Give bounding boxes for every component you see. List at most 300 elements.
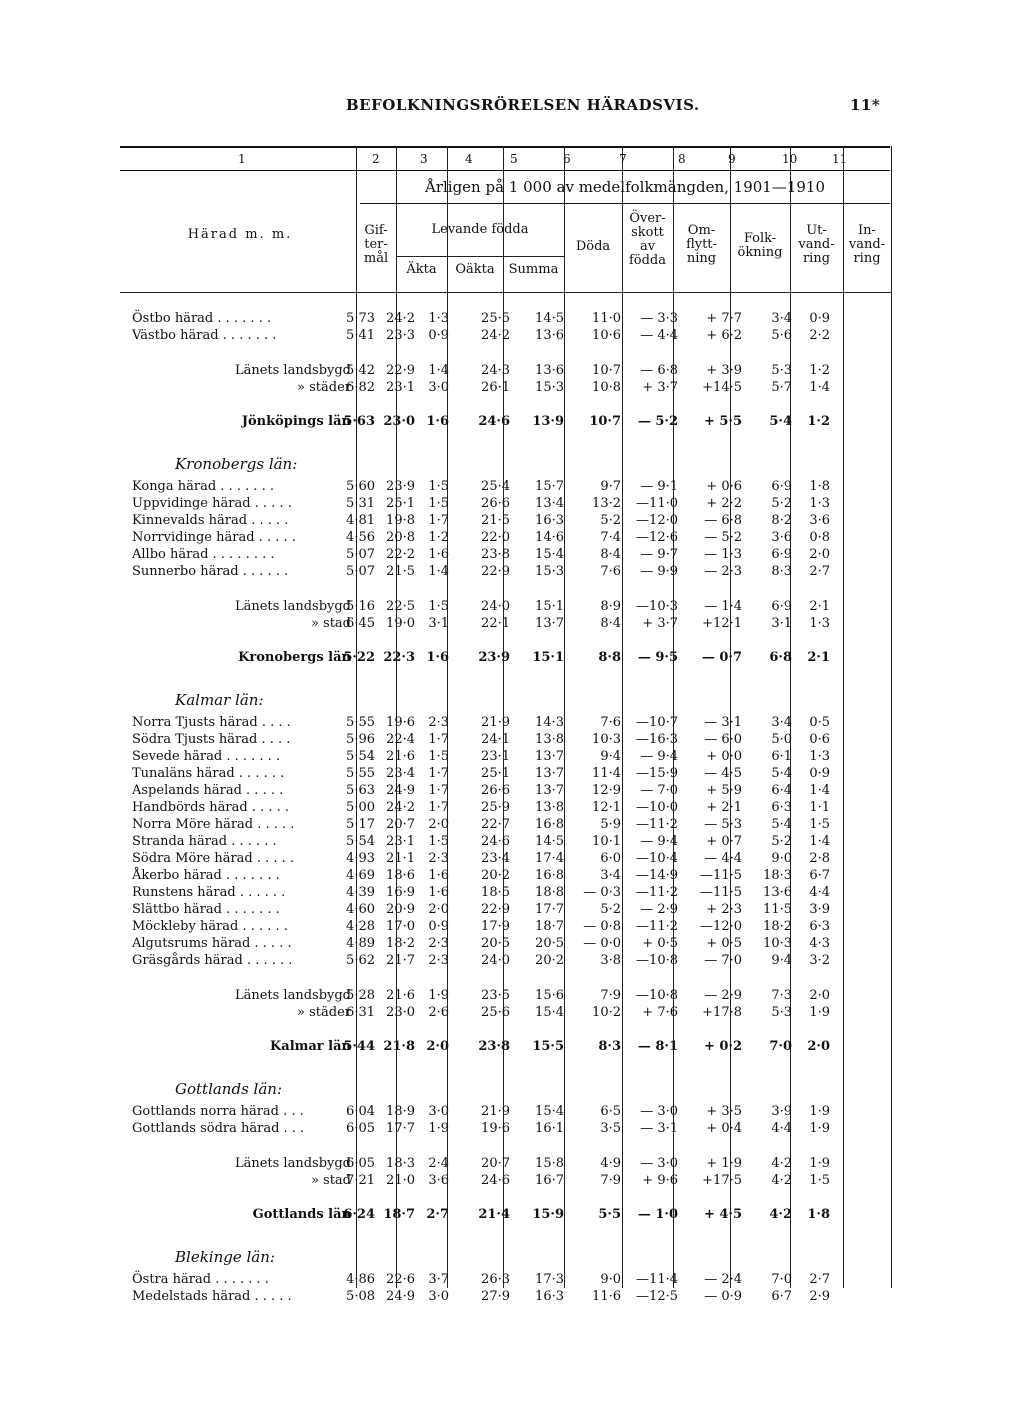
table-cell: 27·9	[481, 1289, 510, 1304]
table-cell: + 5·5	[703, 414, 742, 429]
table-cell: 10·3	[592, 732, 621, 747]
table-cell: 13·8	[535, 800, 564, 815]
table-cell: 0·9	[809, 766, 830, 781]
table-cell: —11·4	[636, 1272, 678, 1287]
table-cell: + 6·2	[706, 328, 742, 343]
table-cell: 5·3	[771, 1005, 792, 1020]
table-cell: 2·7	[809, 564, 830, 579]
row-label: Gräsgårds härad . . . . . .	[132, 953, 293, 968]
header-utvandring	[790, 224, 843, 266]
table-cell: 15·5	[532, 1039, 564, 1054]
table-cell: 26·6	[481, 496, 510, 511]
table-cell: 23·9	[478, 650, 510, 665]
table-cell: 5·2	[771, 834, 792, 849]
table-cell: 6·3	[771, 800, 792, 815]
table-cell: 9·0	[600, 1272, 621, 1287]
table-cell: 8·3	[771, 564, 792, 579]
table-cell: 22·6	[386, 1272, 415, 1287]
table-cell: 6·9	[771, 599, 792, 614]
table-cell: — 0·8	[583, 919, 621, 934]
table-cell: 23·5	[481, 988, 510, 1003]
table-cell: 5·4	[771, 766, 792, 781]
table-cell: 23·1	[386, 380, 415, 395]
table-cell: 15·8	[535, 1156, 564, 1171]
table-cell: —12·0	[700, 919, 742, 934]
table-cell: 2·3	[428, 851, 449, 866]
table-cell: — 9·5	[637, 650, 678, 665]
table-row	[128, 328, 898, 345]
table-cell: 10·7	[589, 414, 621, 429]
column-number-row	[120, 146, 890, 171]
table-cell: 21·5	[386, 564, 415, 579]
table-row	[128, 936, 898, 953]
table-cell: — 0·0	[583, 936, 621, 951]
table-cell: +17·8	[702, 1005, 742, 1020]
table-cell: 5·6	[771, 328, 792, 343]
table-cell: 6·0	[600, 851, 621, 866]
table-cell: 21·9	[481, 1104, 510, 1119]
table-cell: 3·8	[600, 953, 621, 968]
table-cell: +12·1	[702, 616, 742, 631]
table-cell: 4·56	[346, 530, 375, 545]
table-cell: 7·3	[771, 988, 792, 1003]
table-cell: 10·7	[592, 363, 621, 378]
table-cell: 17·3	[535, 1272, 564, 1287]
table-cell: 2·0	[809, 988, 830, 1003]
table-cell: 6·05	[346, 1156, 375, 1171]
table-cell: 22·3	[383, 650, 415, 665]
table-cell: 15·3	[535, 380, 564, 395]
table-cell: 24·2	[386, 311, 415, 326]
header-omflyttning-line: ning	[686, 251, 717, 266]
table-cell: 7·9	[600, 1173, 621, 1188]
table-cell: 1·7	[428, 783, 449, 798]
table-cell: 18·8	[535, 885, 564, 900]
subtotal-row	[128, 599, 898, 616]
table-cell: — 6·0	[704, 732, 742, 747]
table-row	[128, 1272, 898, 1289]
table-row	[128, 902, 898, 919]
table-cell: 1·3	[428, 311, 449, 326]
table-cell: — 5·2	[704, 530, 742, 545]
table-cell: 5·96	[346, 732, 375, 747]
table-cell: 4·2	[771, 1156, 792, 1171]
table-cell: 0·9	[809, 311, 830, 326]
table-cell: 2·6	[428, 1005, 449, 1020]
table-cell: — 7·0	[640, 783, 678, 798]
table-cell: 19·0	[386, 616, 415, 631]
table-cell: 4·81	[346, 513, 375, 528]
table-cell: 16·8	[535, 868, 564, 883]
table-cell: 4·4	[809, 885, 830, 900]
table-cell: 1·2	[428, 530, 449, 545]
table-cell: 6·3	[809, 919, 830, 934]
row-label: Runstens härad . . . . . .	[132, 885, 286, 900]
table-row	[128, 953, 898, 970]
table-cell: 3·6	[771, 530, 792, 545]
table-cell: 6·1	[771, 749, 792, 764]
county-total-row	[128, 650, 898, 667]
column-number: 11	[832, 152, 848, 166]
table-cell: 5·17	[346, 817, 375, 832]
table-cell: 10·6	[592, 328, 621, 343]
table-cell: 5·54	[346, 834, 375, 849]
table-cell: 26·6	[481, 783, 510, 798]
table-cell: 2·2	[809, 328, 830, 343]
table-cell: 20·2	[535, 953, 564, 968]
table-cell: + 0·5	[642, 936, 678, 951]
column-number: 9	[728, 152, 736, 166]
table-cell: 6·45	[346, 616, 375, 631]
table-cell: — 0·3	[583, 885, 621, 900]
row-label: Södra Möre härad . . . . .	[132, 851, 295, 866]
table-cell: —16·3	[636, 732, 678, 747]
table-cell: 22·2	[386, 547, 415, 562]
header-giftermal	[356, 224, 396, 266]
table-cell: 22·4	[386, 732, 415, 747]
table-cell: — 9·7	[640, 547, 678, 562]
table-cell: 26·1	[481, 380, 510, 395]
table-cell: 5·60	[346, 479, 375, 494]
table-cell: + 7·7	[706, 311, 742, 326]
table-cell: 1·2	[807, 414, 830, 429]
table-row	[128, 513, 898, 530]
table-cell: 20·5	[481, 936, 510, 951]
table-cell: 13·6	[535, 363, 564, 378]
table-cell: 20·5	[535, 936, 564, 951]
table-row	[128, 834, 898, 851]
row-label: Västbo härad . . . . . . .	[132, 328, 277, 343]
table-cell: 17·9	[481, 919, 510, 934]
table-cell: — 0·9	[704, 1289, 742, 1304]
table-cell: 3·7	[428, 1272, 449, 1287]
table-cell: 4·3	[809, 936, 830, 951]
table-cell: 18·9	[386, 1104, 415, 1119]
table-cell: 19·6	[481, 1121, 510, 1136]
table-cell: 1·4	[428, 363, 449, 378]
table-cell: + 0·0	[706, 749, 742, 764]
table-cell: 4·89	[346, 936, 375, 951]
table-cell: 1·3	[809, 616, 830, 631]
table-cell: 10·1	[592, 834, 621, 849]
table-cell: 1·3	[809, 749, 830, 764]
table-cell: 23·0	[383, 414, 415, 429]
row-label: Jönköpings län	[241, 414, 351, 429]
table-cell: 23·1	[386, 834, 415, 849]
page-title: BEFOLKNINGSRÖRELSEN HÄRADSVIS.	[346, 96, 700, 114]
table-cell: 10·8	[592, 380, 621, 395]
row-label: Länets landsbygd	[234, 1156, 351, 1171]
table-cell: — 4·4	[640, 328, 678, 343]
row-label: Sevede härad . . . . . . .	[132, 749, 281, 764]
table-cell: — 2·3	[704, 564, 742, 579]
row-label: Slättbo härad . . . . . . .	[132, 902, 280, 917]
table-cell: 1·9	[809, 1104, 830, 1119]
table-cell: 2·0	[426, 1039, 449, 1054]
table-cell: 15·1	[535, 599, 564, 614]
row-label: Gottlands län	[252, 1207, 351, 1222]
table-cell: 13·7	[535, 783, 564, 798]
table-cell: + 5·9	[706, 783, 742, 798]
table-cell: 4·39	[346, 885, 375, 900]
table-row	[128, 749, 898, 766]
section-title: Blekinge län:	[175, 1248, 275, 1266]
table-cell: 2·9	[809, 1289, 830, 1304]
table-cell: 2·7	[426, 1207, 449, 1222]
table-cell: — 5·3	[704, 817, 742, 832]
table-cell: 9·4	[600, 749, 621, 764]
table-cell: 13·7	[535, 766, 564, 781]
table-cell: —15·9	[636, 766, 678, 781]
row-label: Konga härad . . . . . . .	[132, 479, 275, 494]
table-row	[128, 1104, 898, 1121]
row-label: » städer	[297, 380, 351, 395]
header-folkokning	[730, 232, 790, 260]
header-utvandring-line: vand-	[798, 237, 835, 252]
table-row	[128, 919, 898, 936]
column-number: 1	[238, 152, 246, 166]
table-cell: 19·8	[386, 513, 415, 528]
table-cell: 12·1	[592, 800, 621, 815]
table-cell: + 2·3	[706, 902, 742, 917]
table-cell: 4·69	[346, 868, 375, 883]
table-cell: 1·9	[809, 1121, 830, 1136]
header-overskott-line: Över-	[629, 211, 666, 226]
table-cell: + 0·2	[703, 1039, 742, 1054]
table-cell: + 1·9	[706, 1156, 742, 1171]
table-cell: 16·8	[535, 817, 564, 832]
table-cell: 18·7	[535, 919, 564, 934]
section-title: Kalmar län:	[175, 691, 264, 709]
table-cell: — 7·0	[704, 953, 742, 968]
table-cell: 25·9	[481, 800, 510, 815]
table-cell: 2·0	[809, 547, 830, 562]
table-cell: 24·9	[386, 1289, 415, 1304]
table-cell: 0·8	[809, 530, 830, 545]
table-cell: — 0·7	[701, 650, 742, 665]
table-cell: 5·7	[771, 380, 792, 395]
table-cell: 20·7	[481, 1156, 510, 1171]
table-cell: 5·9	[600, 817, 621, 832]
table-cell: — 3·1	[704, 715, 742, 730]
row-label: Länets landsbygd	[234, 599, 351, 614]
table-cell: 6·7	[809, 868, 830, 883]
table-cell: 7·6	[600, 715, 621, 730]
table-cell: 22·5	[386, 599, 415, 614]
table-cell: 1·9	[809, 1156, 830, 1171]
table-cell: 15·7	[535, 479, 564, 494]
table-cell: + 0·4	[706, 1121, 742, 1136]
table-cell: 4·93	[346, 851, 375, 866]
table-cell: 1·5	[809, 1173, 830, 1188]
table-cell: — 1·0	[637, 1207, 678, 1222]
table-cell: —10·4	[636, 851, 678, 866]
table-cell: 6·24	[343, 1207, 375, 1222]
table-row	[128, 851, 898, 868]
table-cell: —10·8	[636, 953, 678, 968]
table-row	[128, 783, 898, 800]
table-cell: 5·4	[769, 414, 792, 429]
table-cell: 5·41	[346, 328, 375, 343]
row-label: Gottlands norra härad . . .	[132, 1104, 304, 1119]
table-cell: 16·9	[386, 885, 415, 900]
table-cell: 1·5	[428, 749, 449, 764]
table-cell: 3·6	[428, 1173, 449, 1188]
header-overskott-line: av	[639, 239, 656, 254]
table-cell: 12·9	[592, 783, 621, 798]
header-invandring-line: vand-	[848, 237, 886, 252]
table-cell: + 3·7	[642, 616, 678, 631]
table-cell: 5·63	[346, 783, 375, 798]
table-cell: 20·8	[386, 530, 415, 545]
table-cell: 1·6	[428, 885, 449, 900]
table-cell: + 3·5	[706, 1104, 742, 1119]
table-cell: — 1·4	[704, 599, 742, 614]
row-label: Kronobergs län	[238, 650, 351, 665]
table-cell: 1·7	[428, 513, 449, 528]
table-cell: 5·73	[346, 311, 375, 326]
table-cell: —11·5	[700, 885, 742, 900]
table-cell: — 2·4	[704, 1272, 742, 1287]
table-cell: 24·0	[481, 953, 510, 968]
table-cell: 16·7	[535, 1173, 564, 1188]
table-cell: 15·3	[535, 564, 564, 579]
table-cell: — 9·4	[640, 749, 678, 764]
table-cell: 5·3	[771, 363, 792, 378]
header-overskott-line: skott	[631, 225, 664, 240]
header-levande-fodda: Levande födda	[431, 222, 529, 237]
table-cell: 21·4	[478, 1207, 510, 1222]
table-cell: 23·4	[386, 766, 415, 781]
table-cell: 3·0	[428, 1104, 449, 1119]
table-cell: 17·7	[386, 1121, 415, 1136]
table-cell: —11·0	[636, 496, 678, 511]
column-number: 3	[420, 152, 428, 166]
row-label: Möckleby härad . . . . . .	[132, 919, 288, 934]
table-cell: —11·2	[636, 885, 678, 900]
table-cell: 23·1	[481, 749, 510, 764]
header-utvandring-line: Ut-	[806, 223, 827, 238]
header-giftermal-line: Gif-	[364, 223, 388, 238]
table-cell: 14·5	[535, 311, 564, 326]
table-cell: 6·31	[346, 1005, 375, 1020]
table-cell: — 4·5	[704, 766, 742, 781]
header-doda: Döda	[575, 239, 611, 254]
table-cell: 13·9	[532, 414, 564, 429]
table-row	[128, 1289, 898, 1306]
table-cell: 21·0	[386, 1173, 415, 1188]
header-oakta: Oäkta	[455, 262, 495, 277]
header-overskott-line: födda	[628, 253, 667, 268]
table-cell: 8·8	[598, 650, 621, 665]
table-cell: 22·9	[481, 564, 510, 579]
table-cell: 0·9	[428, 328, 449, 343]
table-cell: 5·62	[346, 953, 375, 968]
table-row	[128, 868, 898, 885]
span-title	[360, 178, 890, 196]
table-cell: 3·0	[428, 380, 449, 395]
table-cell: 1·4	[809, 834, 830, 849]
table-cell: + 0·6	[706, 479, 742, 494]
row-label: Östbo härad . . . . . . .	[132, 311, 272, 326]
table-cell: 20·7	[386, 817, 415, 832]
table-cell: 8·9	[600, 599, 621, 614]
table-cell: 21·1	[386, 851, 415, 866]
table-cell: 5·16	[346, 599, 375, 614]
row-label: Sunnerbo härad . . . . . .	[132, 564, 289, 579]
row-label: Norra Möre härad . . . . .	[132, 817, 295, 832]
header-omflyttning	[673, 224, 730, 266]
table-cell: 13·8	[535, 732, 564, 747]
county-total-row	[128, 414, 898, 431]
table-cell: 1·6	[428, 868, 449, 883]
header-folkokning-line: Folk-	[743, 231, 777, 246]
table-cell: —12·0	[636, 513, 678, 528]
table-cell: 6·5	[600, 1104, 621, 1119]
table-cell: 5·22	[343, 650, 375, 665]
table-cell: 0·6	[809, 732, 830, 747]
table-cell: 25·6	[481, 1005, 510, 1020]
table-cell: 17·4	[535, 851, 564, 866]
table-cell: 7·21	[346, 1173, 375, 1188]
table-row	[128, 547, 898, 564]
table-row	[128, 885, 898, 902]
table-cell: 5·63	[343, 414, 375, 429]
subtotal-row	[128, 1005, 898, 1022]
table-cell: 17·0	[386, 919, 415, 934]
table-cell: 17·7	[535, 902, 564, 917]
row-label: Norra Tjusts härad . . . .	[132, 715, 291, 730]
section-title: Kronobergs län:	[175, 455, 298, 473]
table-cell: + 7·6	[642, 1005, 678, 1020]
section-title: Gottlands län:	[175, 1080, 282, 1098]
table-cell: 9·4	[771, 953, 792, 968]
table-cell: — 1·3	[704, 547, 742, 562]
table-cell: 0·5	[809, 715, 830, 730]
table-row	[128, 817, 898, 834]
table-cell: 1·9	[809, 1005, 830, 1020]
table-cell: 23·8	[481, 547, 510, 562]
table-cell: 5·31	[346, 496, 375, 511]
row-label: Medelstads härad . . . . .	[132, 1289, 292, 1304]
table-cell: 1·4	[428, 564, 449, 579]
row-label: » städer	[297, 1005, 351, 1020]
table-cell: 4·60	[346, 902, 375, 917]
table-cell: —11·2	[636, 817, 678, 832]
table-cell: —12·5	[636, 1289, 678, 1304]
table-cell: 11·6	[592, 1289, 621, 1304]
table-cell: 13·6	[535, 328, 564, 343]
table-row	[128, 564, 898, 581]
table-cell: 14·6	[535, 530, 564, 545]
table-cell: 2·0	[428, 902, 449, 917]
table-cell: 5·2	[771, 496, 792, 511]
table-cell: 11·4	[592, 766, 621, 781]
table-cell: 7·0	[771, 1272, 792, 1287]
table-cell: —10·0	[636, 800, 678, 815]
table-cell: 3·2	[809, 953, 830, 968]
table-cell: 2·0	[428, 817, 449, 832]
table-cell: + 0·5	[706, 936, 742, 951]
table-cell: 1·2	[809, 363, 830, 378]
table-cell: — 9·9	[640, 564, 678, 579]
row-label: Länets landsbygd	[234, 988, 351, 1003]
subtotal-row	[128, 380, 898, 397]
table-cell: 15·6	[535, 988, 564, 1003]
table-cell: 1·5	[428, 496, 449, 511]
header-invandring-line: In-	[858, 223, 876, 238]
table-cell: 19·6	[386, 715, 415, 730]
